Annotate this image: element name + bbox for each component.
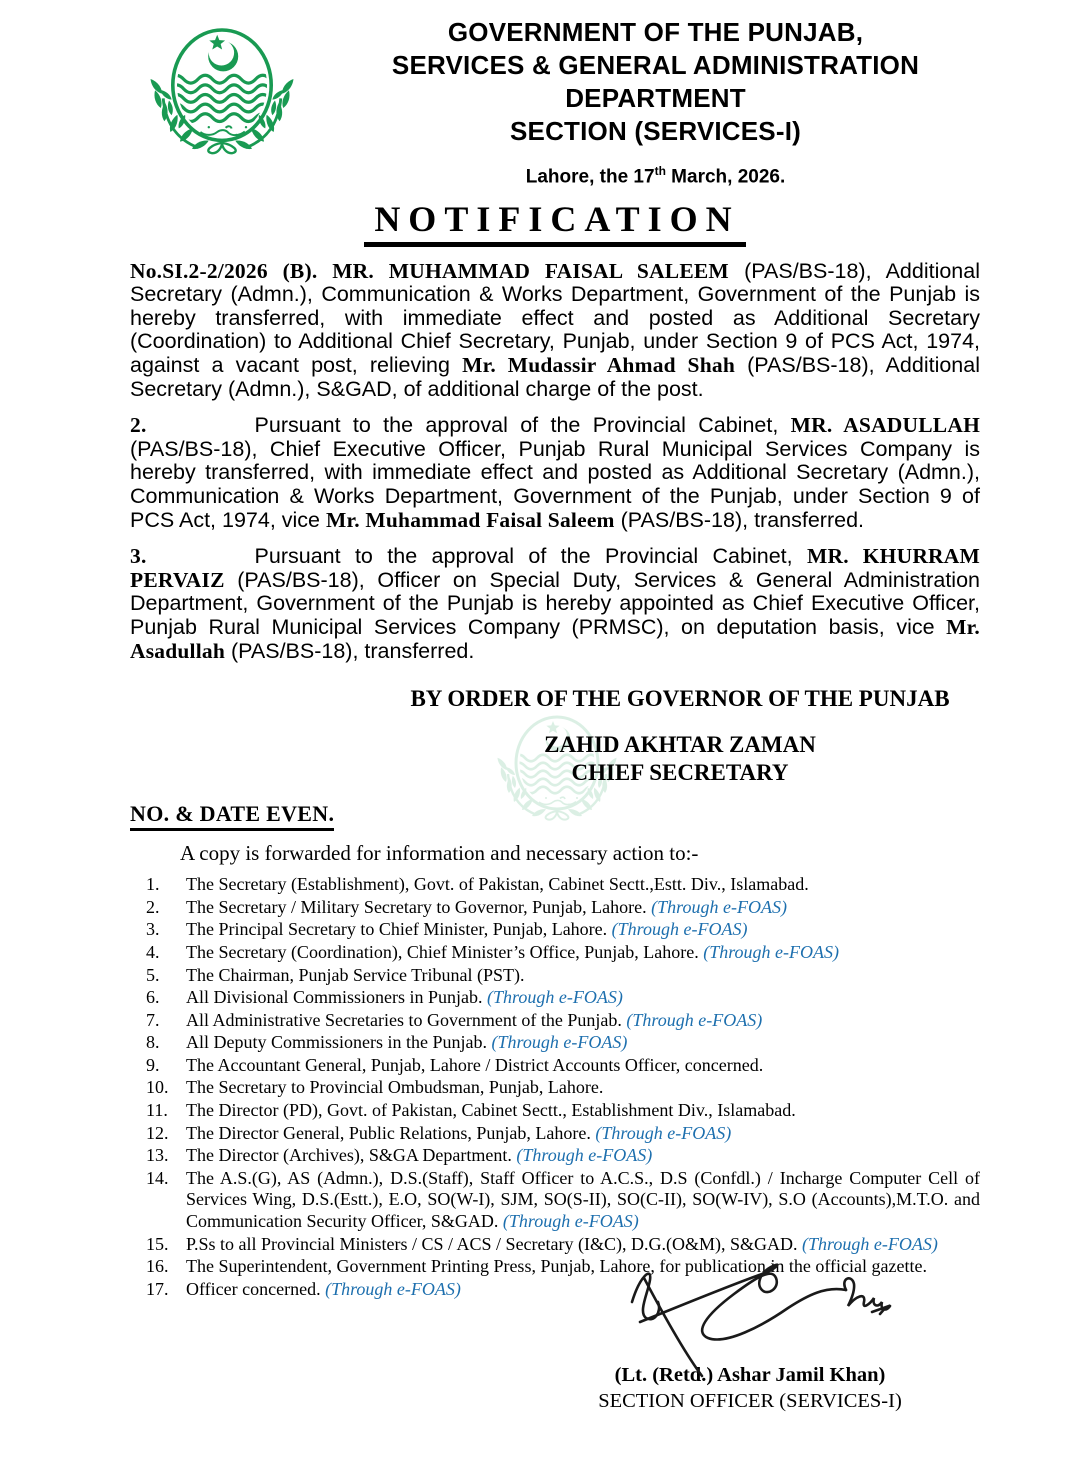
recipient-text: The A.S.(G), AS (Admn.), D.S.(Staff), Staff Officer to A.C.S., D.S (Confdl.) / Incharge Computer Cell of Services Wing, D.S.(Estt.), E.O, SO(W-I), SJM, SO(S-II), SO(C-II), SO(W-IV), S.O (Accounts),M.T.O. and Communication Security Officer, S&GAD. (Through e-FOAS) bbox=[186, 1167, 980, 1232]
bold-run: MR. KHURRAM PERVAIZ bbox=[130, 544, 981, 592]
recipient-text: All Divisional Commissioners in Punjab. (Through e-FOAS) bbox=[186, 987, 623, 1008]
recipient-number: 6. bbox=[146, 987, 160, 1008]
recipient-item bbox=[130, 1032, 980, 1054]
recipient-item bbox=[130, 1010, 980, 1032]
recipient-number: 11. bbox=[146, 1100, 168, 1121]
recipient-number: 8. bbox=[146, 1032, 160, 1053]
efoas-note: (Through e-FOAS) bbox=[487, 1032, 628, 1053]
text-run: (PAS/BS-18), Additional Secretary (Admn.), S&GAD, of additional charge of the post. bbox=[130, 353, 980, 401]
recipient-text: The Superintendent, Government Printing Press, Punjab, Lahore, for publication in the official gazette. bbox=[186, 1256, 927, 1277]
recipient-list bbox=[130, 874, 980, 1300]
recipient-item bbox=[130, 987, 980, 1009]
recipient-text: All Deputy Commissioners in the Punjab. (Through e-FOAS) bbox=[186, 1032, 628, 1053]
recipient-text: Officer concerned. (Through e-FOAS) bbox=[186, 1278, 461, 1299]
bold-run: Mr. Muhammad Faisal Saleem bbox=[326, 507, 615, 532]
recipient-text: The Director (PD), Govt. of Pakistan, Cabinet Sectt., Establishment Div., Islamabad. bbox=[186, 1100, 796, 1121]
notification-paragraphs bbox=[130, 260, 980, 664]
date-suffix: March, 2026. bbox=[665, 166, 786, 188]
recipient-number: 13. bbox=[146, 1145, 169, 1166]
recipient-item bbox=[130, 1077, 980, 1099]
letterhead bbox=[383, 16, 928, 148]
efoas-note: (Through e-FOAS) bbox=[498, 1211, 639, 1232]
efoas-note: (Through e-FOAS) bbox=[482, 987, 623, 1008]
org-line-4: SECTION (SERVICES-I) bbox=[509, 116, 801, 146]
org-line-2: SERVICES & GENERAL ADMINISTRATION bbox=[391, 50, 920, 80]
title-wrap bbox=[130, 199, 980, 246]
bold-run: Mr. Mudassir Ahmad Shah bbox=[462, 353, 735, 378]
recipient-text: The Director (Archives), S&GA Department. (Through e-FOAS) bbox=[186, 1145, 653, 1166]
recipient-number: 7. bbox=[146, 1009, 160, 1030]
recipient-text: The Secretary (Establishment), Govt. of Pakistan, Cabinet Sectt.,Estt. Div., Islamabad. bbox=[186, 874, 809, 895]
recipient-number: 5. bbox=[146, 964, 160, 985]
signatory-name: ZAHID AKHTAR ZAMAN bbox=[544, 732, 816, 758]
notification-title: NOTIFICATION bbox=[364, 199, 745, 246]
recipient-text: The Chairman, Punjab Service Tribunal (PST). bbox=[186, 964, 525, 985]
efoas-note: (Through e-FOAS) bbox=[646, 896, 787, 917]
org-line-1: GOVERNMENT OF THE PUNJAB, bbox=[447, 17, 864, 47]
efoas-note: (Through e-FOAS) bbox=[590, 1122, 732, 1143]
recipient-number: 4. bbox=[146, 941, 160, 962]
recipient-number: 14. bbox=[146, 1167, 169, 1188]
recipient-text: P.Ss to all Provincial Ministers / CS / ACS / Secretary (I&C), D.G.(O&M), S&GAD. (Through e-FOAS) bbox=[186, 1233, 938, 1254]
recipient-number: 2. bbox=[146, 896, 160, 917]
recipient-item bbox=[130, 1168, 980, 1233]
efoas-note: (Through e-FOAS) bbox=[511, 1145, 653, 1166]
signatory-title: CHIEF SECRETARY bbox=[571, 760, 789, 786]
signatory-block bbox=[400, 731, 960, 787]
paragraph-2 bbox=[130, 414, 980, 532]
recipient-text: The Principal Secretary to Chief Minister, Punjab, Lahore. (Through e-FOAS) bbox=[186, 919, 748, 940]
recipient-text: The Director General, Public Relations, Punjab, Lahore. (Through e-FOAS) bbox=[186, 1122, 732, 1143]
recipient-item bbox=[130, 919, 980, 941]
signature-name: (Lt. (Retd.) Ashar Jamil Khan) bbox=[614, 1364, 886, 1387]
recipient-number: 3. bbox=[146, 919, 160, 940]
recipient-item bbox=[130, 1145, 980, 1167]
recipient-item bbox=[130, 1123, 980, 1145]
recipient-number: 1. bbox=[146, 874, 160, 895]
text-run: Pursuant to the approval of the Provincial Cabinet, bbox=[254, 544, 807, 569]
paragraph-3 bbox=[130, 545, 980, 663]
efoas-note: (Through e-FOAS) bbox=[607, 919, 748, 940]
efoas-note: (Through e-FOAS) bbox=[621, 1009, 763, 1030]
bold-run: Mr. Asadullah bbox=[130, 614, 980, 663]
recipient-text: All Administrative Secretaries to Government of the Punjab. (Through e-FOAS) bbox=[186, 1009, 763, 1030]
paragraph-1 bbox=[130, 260, 980, 402]
recipient-text: The Accountant General, Punjab, Lahore / District Accounts Officer, concerned. bbox=[186, 1054, 764, 1075]
text-run: (PAS/BS-18), Officer on Special Duty, Services & General Administration Department, Government of the Punjab is hereby appointed as Chief Executive Officer, Punjab Rural Municipal Services Company (PRMSC), on deputation basis, vice bbox=[130, 567, 980, 639]
efoas-note: (Through e-FOAS) bbox=[698, 941, 840, 962]
recipient-number: 17. bbox=[146, 1278, 169, 1299]
recipient-number: 16. bbox=[146, 1256, 169, 1277]
text-run: (PAS/BS-18), Chief Executive Officer, Punjab Rural Municipal Services Company is hereby transferred, with immediate effect and posted as Additional Secretary (Admn.), Communication & Works Department, Government of the Punjab, under Section 9 of PCS Act, 1974, vice bbox=[130, 436, 980, 532]
bold-run: MR. ASADULLAH bbox=[790, 413, 980, 438]
recipient-item bbox=[130, 965, 980, 987]
recipient-number: 10. bbox=[146, 1077, 169, 1098]
recipient-item bbox=[130, 1234, 980, 1256]
recipient-text: The Secretary to Provincial Ombudsman, Punjab, Lahore. bbox=[186, 1077, 604, 1098]
date-line bbox=[383, 164, 928, 188]
recipient-number: 15. bbox=[146, 1233, 169, 1254]
text-run: (PAS/BS-18), transferred. bbox=[225, 638, 475, 663]
org-line-3: DEPARTMENT bbox=[565, 83, 746, 113]
date-ordinal: th bbox=[654, 164, 666, 178]
bold-run: No.SI.2-2/2026 (B). MR. MUHAMMAD FAISAL SALEEM bbox=[130, 258, 729, 283]
recipient-item bbox=[130, 1100, 980, 1122]
handwritten-signature bbox=[610, 1260, 910, 1378]
efoas-note: (Through e-FOAS) bbox=[320, 1278, 461, 1299]
recipient-text: The Secretary (Coordination), Chief Minister’s Office, Punjab, Lahore. (Through e-FOAS) bbox=[186, 941, 840, 962]
recipient-item bbox=[130, 897, 980, 919]
recipient-number: 9. bbox=[146, 1054, 160, 1075]
punjab-crest-logo bbox=[133, 24, 311, 156]
efoas-note: (Through e-FOAS) bbox=[797, 1233, 938, 1254]
date-prefix: Lahore, the 17 bbox=[525, 166, 655, 188]
recipient-item bbox=[130, 942, 980, 964]
text-run: (PAS/BS-18), Additional Secretary (Admn.), Communication & Works Department, Government of the Punjab is hereby transferred, with immediate effect and posted as Additional Secretary (Coordination) to Additional Chief Secretary, Punjab, under Section 9 of PCS Act, 1974, against a vacant post, relieving bbox=[130, 258, 980, 378]
text-run: (PAS/BS-18), transferred. bbox=[614, 507, 865, 532]
by-order-line: BY ORDER OF THE GOVERNOR OF THE PUNJAB bbox=[410, 686, 950, 712]
recipient-number: 12. bbox=[146, 1122, 169, 1143]
signature-block bbox=[130, 1302, 980, 1452]
recipient-item bbox=[130, 874, 980, 896]
reference-line: NO. & DATE EVEN. bbox=[130, 801, 334, 831]
bold-run: 3. bbox=[130, 544, 147, 569]
copy-forward-line: A copy is forwarded for information and necessary action to:- bbox=[180, 841, 699, 866]
bold-run: 2. bbox=[130, 413, 147, 438]
text-run: Pursuant to the approval of the Provincial Cabinet, bbox=[254, 413, 791, 438]
signature-title: SECTION OFFICER (SERVICES-I) bbox=[598, 1390, 902, 1413]
recipient-item bbox=[130, 1055, 980, 1077]
recipient-text: The Secretary / Military Secretary to Governor, Punjab, Lahore. (Through e-FOAS) bbox=[186, 896, 787, 917]
